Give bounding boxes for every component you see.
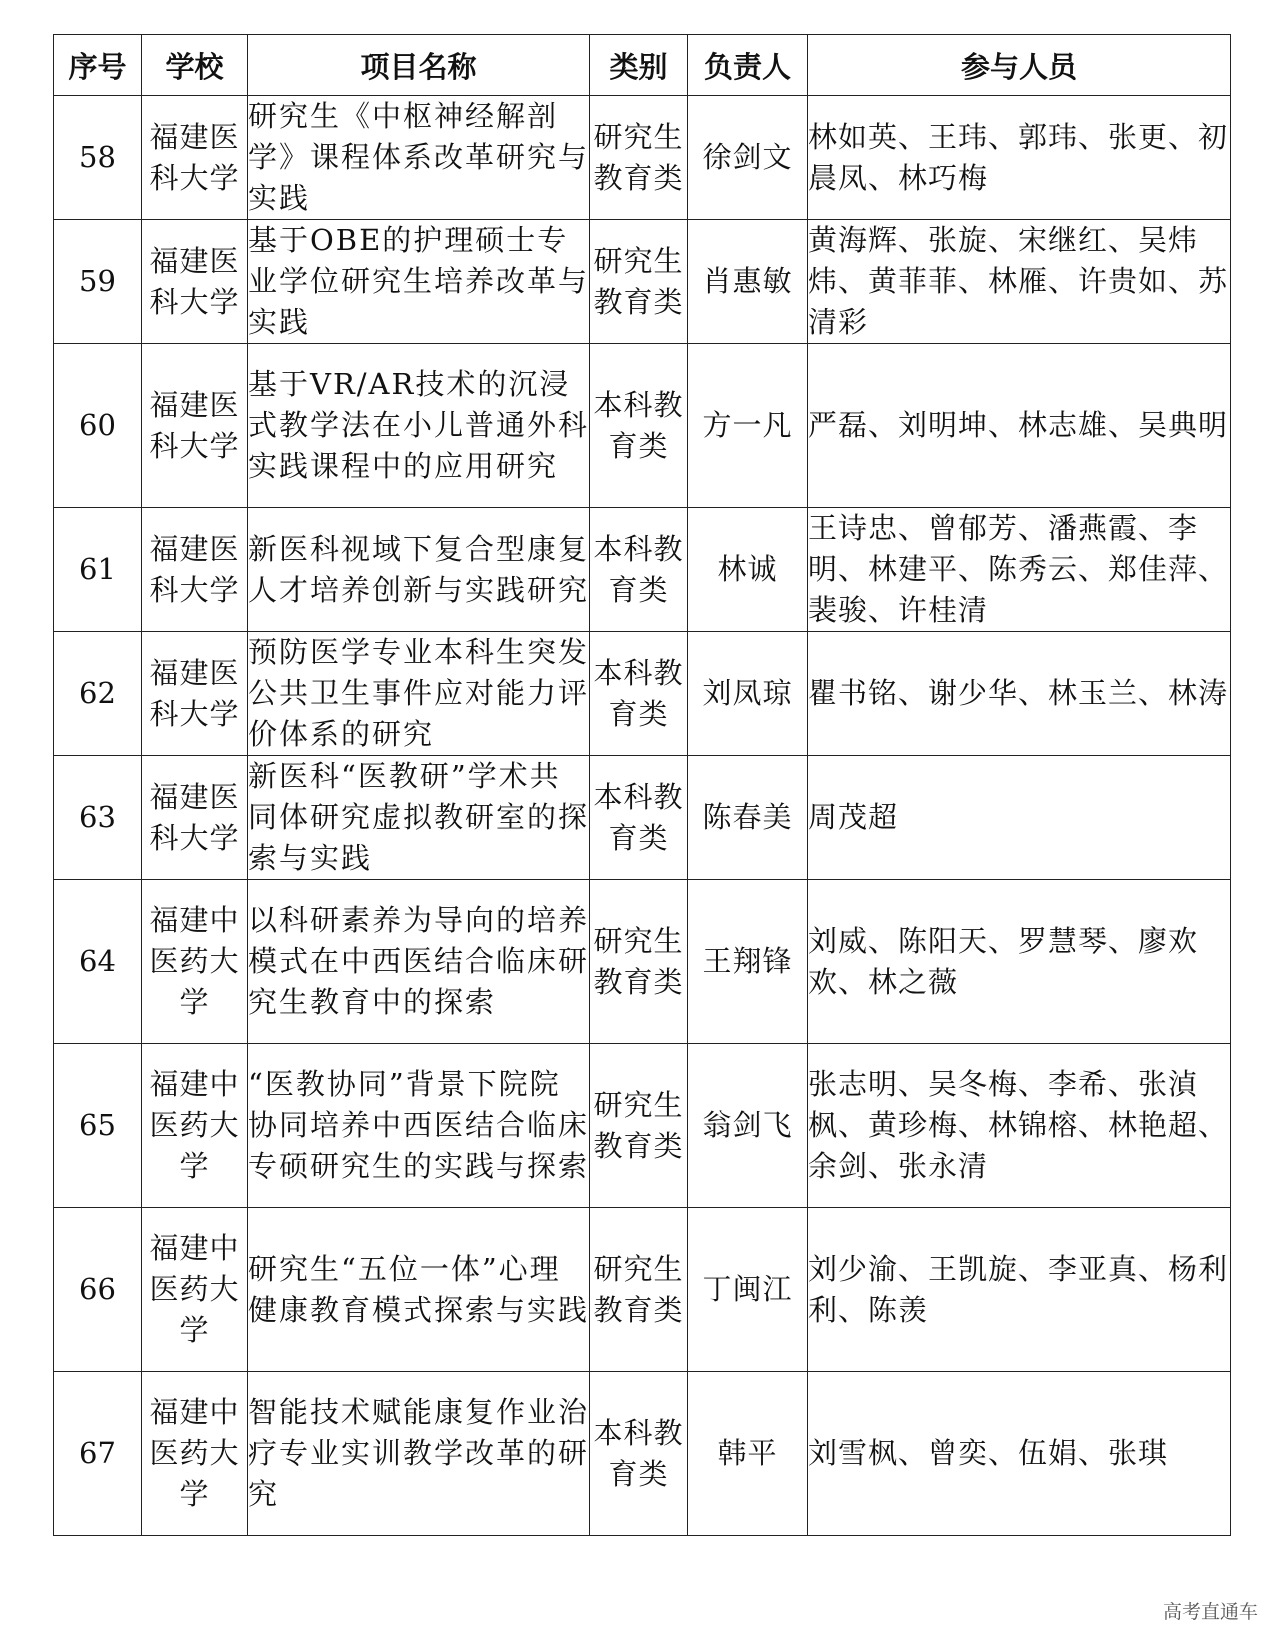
row-lead: 徐剑文 [688,96,808,220]
row-category: 研究生教育类 [593,1251,684,1327]
row-school: 福建医科大学 [149,119,240,195]
table-row [54,756,1231,880]
row-lead: 陈春美 [688,756,808,880]
row-lead: 韩平 [688,1372,808,1536]
row-project-name: 预防医学专业本科生突发公共卫生事件应对能力评价体系的研究 [248,635,590,751]
table-row [54,344,1231,508]
row-school: 福建医科大学 [149,243,240,319]
header-name: 项目名称 [248,35,590,96]
row-category: 本科教育类 [593,531,684,607]
row-category: 研究生教育类 [593,923,684,999]
row-number: 65 [54,1044,142,1208]
row-members: 严磊、刘明坤、林志雄、吴典明 [808,408,1229,442]
row-school: 福建医科大学 [149,779,240,855]
row-lead: 肖惠敏 [688,220,808,344]
row-members: 林如英、王玮、郭玮、张更、初晨凤、林巧梅 [808,119,1229,195]
row-school: 福建医科大学 [149,655,240,731]
table-row [54,1208,1231,1372]
header-members: 参与人员 [808,35,1231,96]
row-project-name: 以科研素养为导向的培养模式在中西医结合临床研究生教育中的探索 [248,903,590,1019]
row-lead: 丁闽江 [688,1208,808,1372]
row-number: 58 [54,96,142,220]
watermark-text: 高考直通车 [1162,1601,1258,1623]
row-number: 67 [54,1372,142,1536]
project-table [53,34,1231,1536]
row-members: 王诗忠、曾郁芳、潘燕霞、李明、林建平、陈秀云、郑佳萍、裴骏、许桂清 [808,511,1229,627]
row-members: 黄海辉、张旋、宋继红、吴炜炜、黄菲菲、林雁、许贵如、苏清彩 [808,223,1229,339]
row-category: 本科教育类 [593,779,684,855]
row-category: 本科教育类 [593,387,684,463]
row-number: 60 [54,344,142,508]
row-lead: 林诚 [688,508,808,632]
row-lead: 王翔锋 [688,880,808,1044]
row-school: 福建中医药大学 [149,1231,240,1347]
table-row [54,632,1231,756]
row-category: 研究生教育类 [593,1087,684,1163]
header-lead: 负责人 [688,35,808,96]
row-number: 62 [54,632,142,756]
row-school: 福建中医药大学 [149,903,240,1019]
row-lead: 翁剑飞 [688,1044,808,1208]
row-category: 研究生教育类 [593,243,684,319]
row-members: 刘威、陈阳天、罗慧琴、廖欢欢、林之薇 [808,923,1199,999]
row-number: 59 [54,220,142,344]
row-project-name: 基于OBE的护理硕士专业学位研究生培养改革与实践 [248,223,590,339]
header-category: 类别 [590,35,688,96]
table-row [54,508,1231,632]
header-school: 学校 [142,35,248,96]
table-row [54,880,1231,1044]
row-category: 本科教育类 [593,1415,684,1491]
table-row [54,1044,1231,1208]
row-lead: 方一凡 [688,344,808,508]
row-school: 福建中医药大学 [149,1067,240,1183]
row-number: 63 [54,756,142,880]
row-school: 福建中医药大学 [149,1395,240,1511]
row-members: 刘雪枫、曾奕、伍娟、张琪 [808,1436,1169,1470]
table-row [54,96,1231,220]
table-row [54,220,1231,344]
row-members: 刘少渝、王凯旋、李亚真、杨利利、陈羡 [808,1251,1229,1327]
header-row [54,35,1231,96]
row-number: 61 [54,508,142,632]
row-members: 张志明、吴冬梅、李希、张湞枫、黄珍梅、林锦榕、林艳超、余剑、张永清 [808,1067,1229,1183]
row-number: 64 [54,880,142,1044]
row-project-name: 新医科“医教研”学术共同体研究虚拟教研室的探索与实践 [248,759,590,875]
row-project-name: 基于VR/AR技术的沉浸式教学法在小儿普通外科实践课程中的应用研究 [248,367,590,483]
row-project-name: 研究生“五位一体”心理健康教育模式探索与实践 [248,1251,590,1327]
row-project-name: 研究生《中枢神经解剖学》课程体系改革研究与实践 [248,99,590,215]
row-project-name: “医教协同”背景下院院协同培养中西医结合临床专硕研究生的实践与探索 [248,1067,590,1183]
table-row [54,1372,1231,1536]
row-lead: 刘凤琼 [688,632,808,756]
row-school: 福建医科大学 [149,387,240,463]
row-school: 福建医科大学 [149,531,240,607]
row-number: 66 [54,1208,142,1372]
row-project-name: 智能技术赋能康复作业治疗专业实训教学改革的研究 [248,1395,590,1511]
header-num: 序号 [54,35,142,96]
row-members: 周茂超 [808,800,899,834]
row-project-name: 新医科视域下复合型康复人才培养创新与实践研究 [248,531,590,607]
row-category: 本科教育类 [593,655,684,731]
row-members: 瞿书铭、谢少华、林玉兰、林涛 [808,676,1229,710]
row-category: 研究生教育类 [593,119,684,195]
